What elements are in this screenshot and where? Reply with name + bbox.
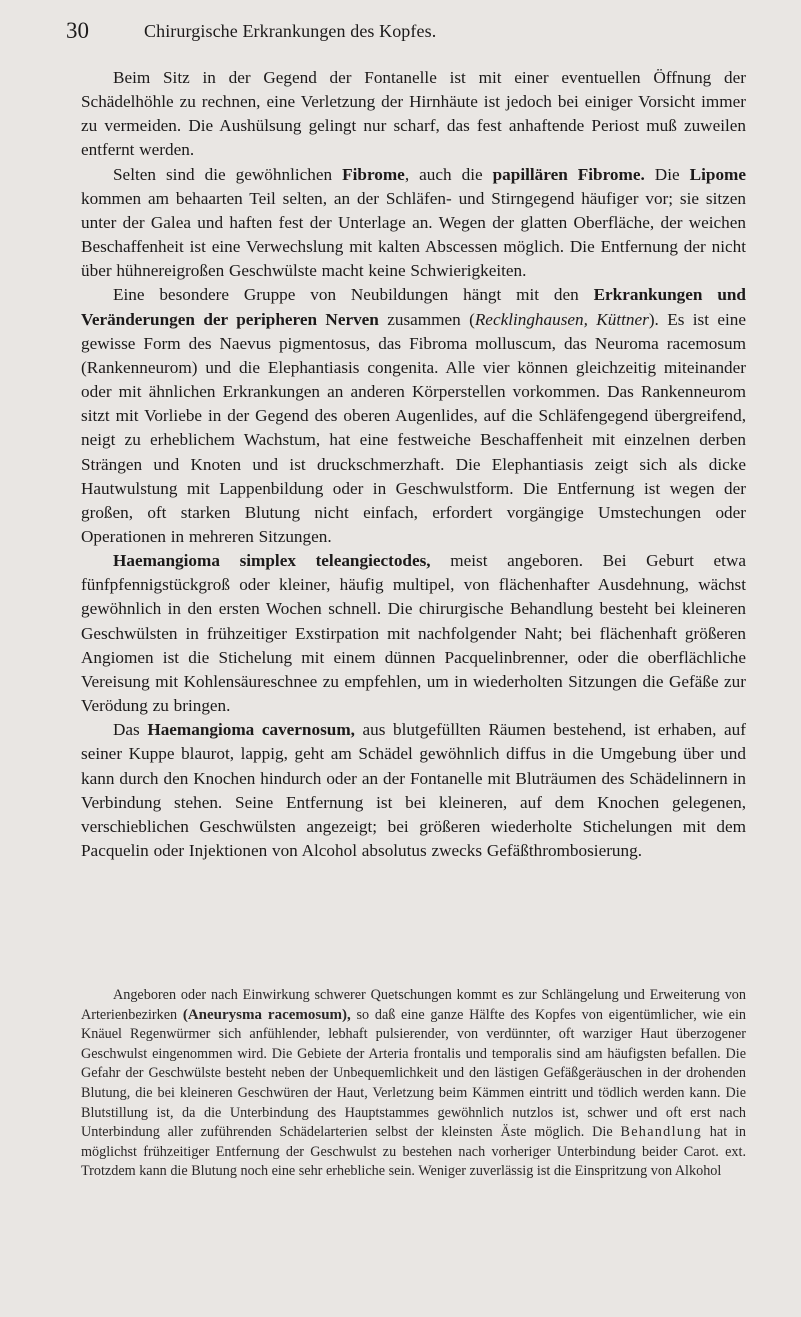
- paragraph-text: Eine besondere Gruppe von Neubildungen hängt mit den: [113, 285, 594, 305]
- paragraph-text: Angeboren oder nach Einwirkung schwerer Quetschungen kommt es zur Schlängelung und Erweiterung von Arterienbezirken: [81, 987, 746, 1023]
- paragraph-text: Selten sind die gewöhnlichen: [113, 164, 343, 184]
- paragraph-text: Beim Sitz in der Gegend der Fontanelle ist mit einer eventuellen Öffnung der Schädelhöhle zu rechnen, eine Verletzung der Hirnhäute ist jedoch bei einiger Vorsicht immer zu vermeiden. Die Aushülsung gelingt nur scharf, das fest anhaftende Periost muß zuweilen entfernt werden.: [81, 68, 746, 160]
- paragraph-text: meist angeboren. Bei Geburt etwa fünfpfennigstückgroß oder kleiner, häufig multipel, von flächenhafter Ausdehnung, wächst gewöhnlich in den ersten Wochen schnell. Die chirurgische Behandlung besteht bei kleineren Geschwülsten in frühzeitiger Exstirpation mit nachfolgender Naht; bei flächenhaft größeren Angiomen ist die Stichelung mit einem dünnen Pacquelinbrenner, oder die oberflächliche Vereisung mit Kohlensäureschnee zu empfehlen, um in wiederholten Sitzungen die Gefäße zur Verödung zu bringen.: [81, 551, 746, 716]
- small-print-paragraph: [81, 986, 746, 1182]
- paragraph-text: ). Es ist eine gewisse Form des Naevus pigmentosus, das Fibroma molluscum, das Neuroma racemosum (Rankenneurom) und die Elephantiasis congenita. Alle vier können gleichzeitig miteinander oder mit ähnlichen Erkrankungen an anderen Körperstellen vorkommen. Das Rankenneurom sitzt mit Vorliebe in der Gegend des oberen Augenlides, auf die Schläfengegend übergreifend, neigt zu erheblichem Wachstum, hat eine festweiche Beschaffenheit mit einzelnen derben Strängen und Knoten und ist druckschmerzhaft. Die Elephantiasis zeigt sich als dicke Hautwulstung mit Lappenbildung oder in Geschwulstform. Die Entfernung ist wegen der großen, oft starken Blutung nicht einfach, erfordert vorgängige Umstechungen oder Operationen in mehreren Sitzungen.: [81, 309, 746, 546]
- page-number: 30: [66, 18, 89, 43]
- paragraph-text: , auch die: [404, 164, 493, 184]
- paragraph-haemangioma-simplex: [81, 549, 746, 718]
- author-citation: Recklinghausen, Küttner: [474, 309, 649, 329]
- paragraph-nerven: [81, 283, 746, 549]
- term-haemangioma-simplex: Haemangioma simplex teleangiectodes,: [113, 551, 431, 571]
- paragraph-text: so daß eine ganze Hälfte des Kopfes von eigentümlicher, wie ein Knäuel Regenwürmer sich anfühlender, lebhaft pulsierender, von verdünnter, oft warziger Haut überzogener Geschwulst eingenommen wird. Die Gebiete der Arteria frontalis und temporalis sind am häufigsten befallen. Die Gefahr der Geschwülste besteht neben der Unbequemlichkeit und den lästigen Gefäßgeräuschen in der drohenden Blutung, die bei kleineren Geschwüren der Haut, Verletzung beim Kämmen eintritt und tödlich werden kann. Die Blutstillung ist, da die Unterbindung des Hauptstammes gewöhnlich nutzlos ist, schwer und oft erst nach Unterbindung aller zuführenden Schädelarterien selbst der kleinsten Äste möglich. Die: [81, 1006, 746, 1141]
- paragraph-text: hat in möglichst frühzeitiger Entfernung der Geschwulst zu bestehen nach vorheriger Unterbindung beider Carot. ext. Trotzdem kann die Blutung noch eine sehr erhebliche sein. Weniger zuverlässig ist die Einspritzung von Alkohol: [81, 1124, 746, 1180]
- paragraph-text: aus blutgefüllten Räumen bestehend, ist erhaben, auf seiner Kuppe blaurot, lappig, geht am Schädel gewöhnlich diffus in die Umgebung über und kann durch den Knochen hindurch oder an der Fontanelle mit Bluträumen des Schädelinnern in Verbindung stehen. Seine Entfernung ist bei kleineren, auf dem Knochen gelegenen, verschieblichen Geschwülsten angezeigt; bei größeren wiederholte Stichelungen mit dem Pacquelin oder Injektionen von Alcohol absolutus zwecks Gefäßthrombosierung.: [81, 720, 746, 860]
- main-text: [81, 66, 746, 863]
- term-aneurysma-racemosum: (Aneurysma racemosum),: [182, 1006, 351, 1023]
- term-periphere-nerven: Erkrankungen und Veränderungen der peripheren Nerven: [81, 285, 746, 329]
- paragraph-text: kommen am behaarten Teil selten, an der Schläfen- und Stirngegend häufiger vor; sie sitzen unter der Galea und haften fest der Unterlage an. Wegen der glatten Oberfläche, der weichen Beschaffenheit ist eine Verwechslung mit kalten Abscessen möglich. Die Entfernung der nicht über hühnereigroßen Geschwülste macht keine Schwierigkeiten.: [81, 188, 746, 281]
- page-header: [66, 16, 741, 46]
- term-fibrome: Fibrome: [342, 164, 405, 184]
- term-haemangioma-cavernosum: Haemangioma cavernosum,: [147, 720, 355, 740]
- paragraph-text: zusammen (: [378, 309, 475, 329]
- paragraph-fontanelle: [81, 66, 746, 163]
- paragraph-haemangioma-cavernosum: [81, 718, 746, 863]
- term-behandlung: Behandlung: [620, 1124, 702, 1141]
- term-papillaere-fibrome: papillären Fibrome.: [492, 164, 645, 184]
- running-title: Chirurgische Erkrankungen des Kopfes.: [144, 21, 437, 41]
- term-lipome: Lipome: [689, 164, 746, 184]
- paragraph-fibrome: [81, 163, 746, 284]
- paragraph-text: Das: [113, 720, 148, 740]
- paragraph-text: Die: [644, 164, 690, 184]
